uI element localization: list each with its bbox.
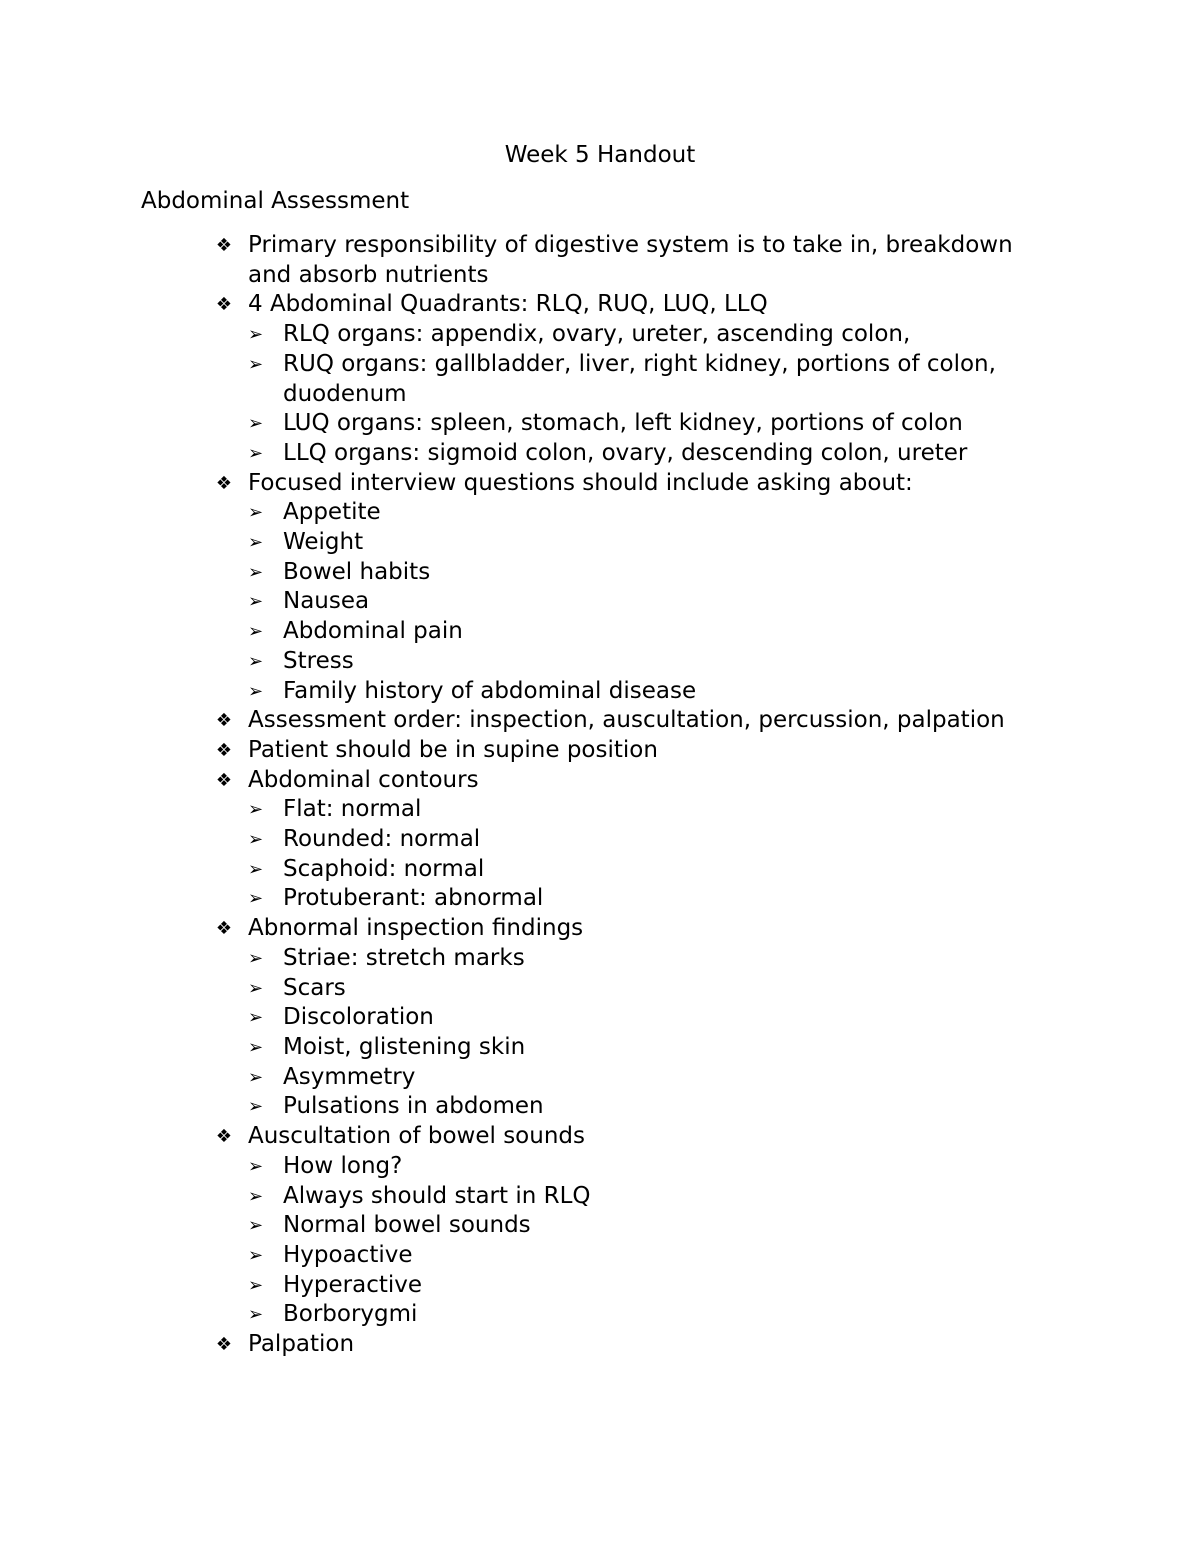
list-item-text: Auscultation of bowel sounds	[248, 1123, 585, 1150]
sub-list-item-text: Asymmetry	[283, 1063, 416, 1090]
diamond-bullet-icon: ❖	[215, 1334, 233, 1356]
sub-bullet-list	[248, 320, 1048, 469]
sub-list-item-text: Borborygmi	[283, 1301, 418, 1328]
list-item	[0, 231, 1048, 290]
sub-list-item-text: Scars	[283, 974, 346, 1001]
sub-list-item	[248, 528, 1028, 558]
list-item	[0, 290, 1048, 468]
list-item-text: Abnormal inspection findings	[248, 915, 584, 942]
diamond-bullet-icon: ❖	[215, 918, 233, 940]
sub-list-item-text: LLQ organs: sigmoid colon, ovary, descending colon, ureter	[283, 439, 968, 466]
arrowhead-bullet-icon: ➢	[248, 1185, 264, 1207]
sub-list-item	[248, 1003, 1028, 1033]
arrowhead-bullet-icon: ➢	[248, 1274, 264, 1296]
sub-bullet-list	[248, 1152, 1048, 1330]
sub-list-item	[248, 558, 1028, 588]
sub-list-item	[248, 1063, 1028, 1093]
sub-list-item	[248, 974, 1028, 1004]
section-heading: Abdominal Assessment	[141, 188, 410, 214]
sub-list-item	[248, 825, 1028, 855]
arrowhead-bullet-icon: ➢	[248, 442, 264, 464]
sub-list-item	[248, 498, 1028, 528]
arrowhead-bullet-icon: ➢	[248, 532, 264, 554]
sub-list-item-text: RLQ organs: appendix, ovary, ureter, ascending colon,	[283, 321, 911, 348]
arrowhead-bullet-icon: ➢	[248, 799, 264, 821]
arrowhead-bullet-icon: ➢	[248, 1007, 264, 1029]
arrowhead-bullet-icon: ➢	[248, 650, 264, 672]
sub-bullet-list	[248, 795, 1048, 914]
sub-list-item	[248, 587, 1028, 617]
sub-list-item-text: Flat: normal	[283, 796, 422, 823]
sub-list-item	[248, 1033, 1028, 1063]
arrowhead-bullet-icon: ➢	[248, 829, 264, 851]
list-item	[0, 914, 1048, 1122]
diamond-bullet-icon: ❖	[215, 1126, 233, 1148]
sub-list-item	[248, 1241, 1028, 1271]
sub-list-item-text: Moist, glistening skin	[283, 1033, 526, 1060]
list-item-text: Primary responsibility of digestive system is to take in, breakdown and absorb nutrients	[248, 232, 1013, 288]
sub-list-item-text: Normal bowel sounds	[283, 1212, 531, 1239]
arrowhead-bullet-icon: ➢	[248, 1155, 264, 1177]
sub-list-item-text: Scaphoid: normal	[283, 855, 485, 882]
arrowhead-bullet-icon: ➢	[248, 621, 264, 643]
sub-list-item-text: How long?	[283, 1152, 403, 1179]
sub-list-item-text: Stress	[283, 647, 354, 674]
sub-list-item-text: Rounded: normal	[283, 826, 481, 853]
sub-list-item-text: Discoloration	[283, 1004, 434, 1031]
list-item-text: Focused interview questions should include asking about:	[248, 469, 913, 496]
arrowhead-bullet-icon: ➢	[248, 502, 264, 524]
sub-list-item-text: Family history of abdominal disease	[283, 677, 697, 704]
sub-list-item	[248, 1271, 1028, 1301]
sub-list-item-text: Bowel habits	[283, 558, 431, 585]
list-item	[0, 766, 1048, 915]
diamond-bullet-icon: ❖	[215, 235, 233, 256]
arrowhead-bullet-icon: ➢	[248, 561, 264, 583]
list-item-text: Patient should be in supine position	[248, 736, 658, 763]
arrowhead-bullet-icon: ➢	[248, 1244, 264, 1266]
sub-list-item-text: Nausea	[283, 588, 370, 615]
list-item	[0, 1330, 1048, 1360]
diamond-bullet-icon: ❖	[215, 769, 233, 791]
arrowhead-bullet-icon: ➢	[248, 591, 264, 613]
sub-list-item	[248, 1092, 1028, 1122]
diamond-bullet-icon: ❖	[215, 739, 233, 761]
sub-list-item	[248, 855, 1028, 885]
page-title: Week 5 Handout	[504, 142, 696, 168]
list-item	[0, 1122, 1048, 1330]
list-item-text: Palpation	[248, 1331, 355, 1358]
sub-list-item-text: Protuberant: abnormal	[283, 885, 544, 912]
sub-list-item	[248, 944, 1028, 974]
sub-list-item	[248, 350, 1028, 409]
sub-list-item	[248, 1300, 1028, 1330]
list-item	[0, 736, 1048, 766]
diamond-bullet-icon: ❖	[215, 710, 233, 732]
sub-list-item	[248, 795, 1028, 825]
sub-list-item-text: Always should start in RLQ	[283, 1182, 591, 1209]
sub-list-item	[248, 439, 1028, 469]
sub-list-item	[248, 647, 1028, 677]
sub-list-item-text: Weight	[283, 529, 364, 556]
arrowhead-bullet-icon: ➢	[248, 1215, 264, 1237]
diamond-bullet-icon: ❖	[215, 294, 233, 316]
arrowhead-bullet-icon: ➢	[248, 1036, 264, 1058]
arrowhead-bullet-icon: ➢	[248, 324, 264, 346]
sub-list-item-text: Striae: stretch marks	[283, 944, 525, 971]
main-bullet-list	[0, 231, 1200, 1360]
arrowhead-bullet-icon: ➢	[248, 1304, 264, 1326]
diamond-bullet-icon: ❖	[215, 472, 233, 494]
list-item-text: 4 Abdominal Quadrants: RLQ, RUQ, LUQ, LLQ	[248, 291, 768, 318]
list-item	[0, 706, 1048, 736]
list-item-text: Assessment order: inspection, auscultation, percussion, palpation	[248, 707, 1005, 734]
sub-list-item-text: Appetite	[283, 499, 381, 526]
sub-list-item-text: Abdominal pain	[283, 618, 463, 645]
sub-list-item	[248, 677, 1028, 707]
sub-list-item	[248, 617, 1028, 647]
arrowhead-bullet-icon: ➢	[248, 1096, 264, 1118]
sub-list-item-text: RUQ organs: gallbladder, liver, right kidney, portions of colon, duodenum	[283, 350, 996, 407]
sub-list-item	[248, 1152, 1028, 1182]
sub-list-item-text: Hypoactive	[283, 1241, 413, 1268]
arrowhead-bullet-icon: ➢	[248, 353, 264, 375]
arrowhead-bullet-icon: ➢	[248, 413, 264, 435]
sub-list-item-text: LUQ organs: spleen, stomach, left kidney, portions of colon	[283, 410, 963, 437]
list-item	[0, 469, 1048, 707]
arrowhead-bullet-icon: ➢	[248, 888, 264, 910]
sub-bullet-list	[248, 498, 1048, 706]
arrowhead-bullet-icon: ➢	[248, 858, 264, 880]
sub-list-item	[248, 320, 1028, 350]
arrowhead-bullet-icon: ➢	[248, 1066, 264, 1088]
arrowhead-bullet-icon: ➢	[248, 680, 264, 702]
arrowhead-bullet-icon: ➢	[248, 977, 264, 999]
sub-list-item-text: Pulsations in abdomen	[283, 1093, 544, 1120]
sub-list-item	[248, 884, 1028, 914]
sub-list-item	[248, 1211, 1028, 1241]
sub-bullet-list	[248, 944, 1048, 1122]
sub-list-item	[248, 1182, 1028, 1212]
arrowhead-bullet-icon: ➢	[248, 947, 264, 969]
sub-list-item-text: Hyperactive	[283, 1271, 423, 1298]
list-item-text: Abdominal contours	[248, 766, 479, 793]
sub-list-item	[248, 409, 1028, 439]
